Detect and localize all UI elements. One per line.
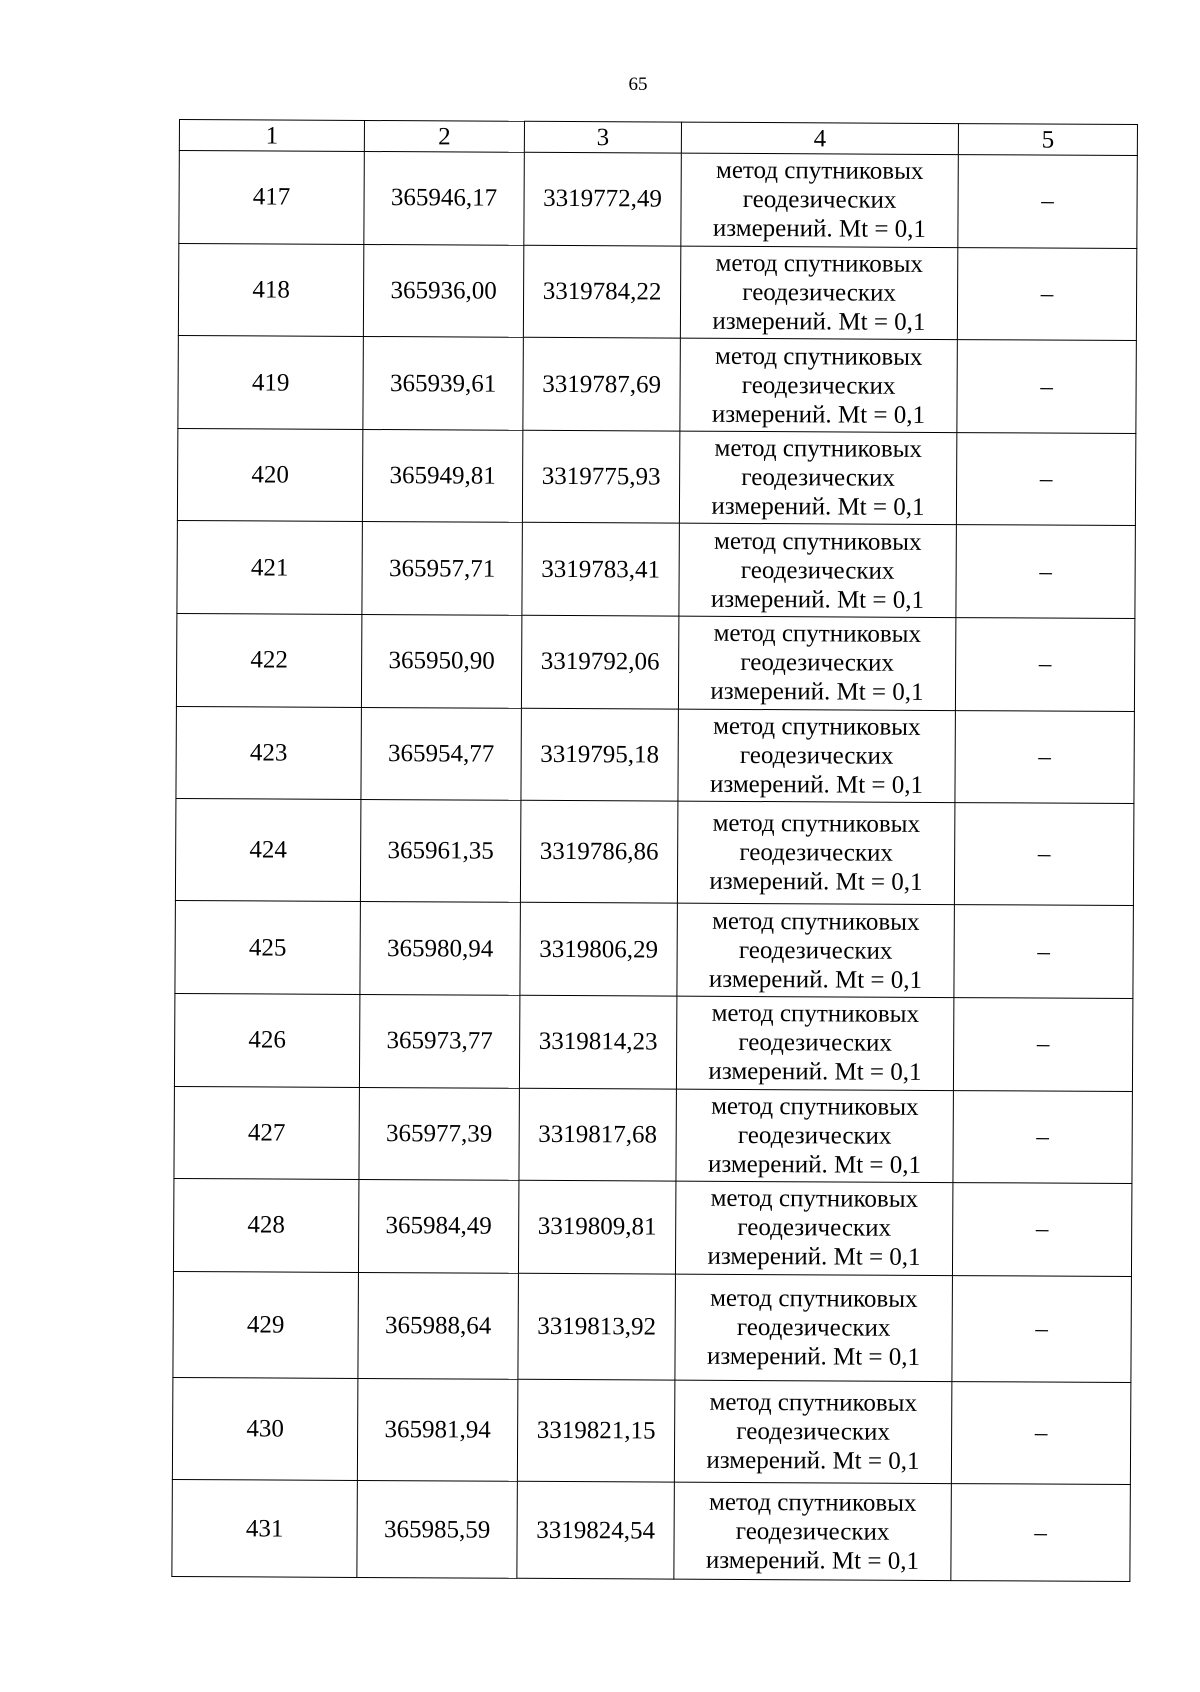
point-number-cell: 430 (172, 1378, 358, 1481)
point-number-cell: 424 (175, 799, 361, 902)
table-row (173, 1179, 1131, 1277)
note-cell: – (954, 803, 1134, 906)
method-cell: метод спутниковых геодезических измерений. Mt = 0,1 (675, 1274, 953, 1382)
column-header: 1 (179, 120, 364, 152)
column-header: 2 (364, 120, 524, 152)
method-cell: метод спутниковых геодезических измерений. Mt = 0,1 (676, 1089, 953, 1183)
x-coordinate-cell: 365985,59 (357, 1481, 518, 1579)
method-cell: метод спутниковых геодезических измерений. Mt = 0,1 (681, 153, 958, 247)
table-header (179, 120, 1137, 156)
note-cell: – (953, 998, 1132, 1092)
x-coordinate-cell: 365984,49 (358, 1180, 518, 1273)
x-coordinate-cell: 365946,17 (364, 151, 524, 244)
y-coordinate-cell: 3319809,81 (518, 1180, 675, 1273)
x-coordinate-cell: 365988,64 (358, 1272, 519, 1379)
method-cell: метод спутниковых геодезических измерений. Mt = 0,1 (677, 801, 955, 905)
note-cell: – (956, 432, 1135, 526)
note-cell: – (952, 1275, 1132, 1382)
note-cell: – (954, 905, 1133, 999)
x-coordinate-cell: 365939,61 (363, 337, 523, 430)
note-cell: – (953, 1090, 1132, 1184)
method-cell: метод спутниковых геодезических измерений. Mt = 0,1 (679, 431, 956, 525)
table-row (176, 706, 1134, 804)
x-coordinate-cell: 365980,94 (360, 902, 520, 995)
note-cell: – (957, 340, 1136, 434)
method-cell: метод спутниковых геодезических измерений. Mt = 0,1 (678, 709, 955, 803)
y-coordinate-cell: 3319792,06 (521, 615, 678, 708)
point-number-cell: 419 (178, 336, 363, 430)
point-number-cell: 421 (177, 521, 362, 615)
point-number-cell: 427 (174, 1086, 359, 1180)
table-row (179, 151, 1137, 249)
x-coordinate-cell: 365981,94 (357, 1379, 518, 1482)
table-row (175, 901, 1133, 999)
method-cell: метод спутниковых геодезических измерений. Mt = 0,1 (674, 1380, 952, 1484)
table-row (173, 1271, 1132, 1382)
point-number-cell: 423 (176, 706, 361, 800)
y-coordinate-cell: 3319813,92 (518, 1273, 676, 1380)
y-coordinate-cell: 3319787,69 (523, 338, 680, 431)
point-number-cell: 418 (178, 243, 363, 337)
x-coordinate-cell: 365973,77 (359, 994, 519, 1087)
y-coordinate-cell: 3319806,29 (520, 903, 677, 996)
note-cell: – (951, 1382, 1131, 1485)
header-row (179, 120, 1137, 156)
method-cell: метод спутниковых геодезических измерений. Mt = 0,1 (674, 1482, 952, 1580)
point-number-cell: 429 (173, 1271, 359, 1378)
table-row (172, 1378, 1131, 1485)
point-number-cell: 431 (172, 1480, 358, 1578)
note-cell: – (955, 710, 1134, 804)
y-coordinate-cell: 3319786,86 (520, 801, 678, 904)
x-coordinate-cell: 365950,90 (361, 615, 521, 708)
table-row (178, 243, 1136, 341)
method-cell: метод спутниковых геодезических измерений. Mt = 0,1 (679, 524, 956, 618)
note-cell: – (951, 1484, 1131, 1582)
point-number-cell: 417 (179, 151, 364, 245)
table-row (177, 521, 1135, 619)
y-coordinate-cell: 3319795,18 (521, 708, 678, 801)
y-coordinate-cell: 3319817,68 (519, 1088, 676, 1181)
point-number-cell: 426 (174, 993, 359, 1087)
note-cell: – (955, 618, 1134, 712)
note-cell: – (957, 247, 1136, 341)
table-row (178, 336, 1136, 434)
table-row (175, 799, 1134, 906)
y-coordinate-cell: 3319775,93 (522, 430, 679, 523)
method-cell: метод спутниковых геодезических измерений. Mt = 0,1 (676, 996, 953, 1090)
note-cell: – (956, 525, 1135, 619)
column-header: 3 (524, 121, 681, 153)
note-cell: – (958, 155, 1137, 249)
point-number-cell: 422 (176, 614, 361, 708)
coordinates-table (171, 119, 1138, 1582)
y-coordinate-cell: 3319821,15 (517, 1379, 675, 1482)
y-coordinate-cell: 3319814,23 (519, 995, 676, 1088)
method-cell: метод спутниковых геодезических измерений. Mt = 0,1 (675, 1181, 952, 1275)
table-row (177, 428, 1135, 526)
x-coordinate-cell: 365954,77 (361, 707, 521, 800)
point-number-cell: 420 (177, 428, 362, 522)
x-coordinate-cell: 365977,39 (359, 1087, 519, 1180)
x-coordinate-cell: 365961,35 (360, 800, 521, 903)
method-cell: метод спутниковых геодезических измерений. Mt = 0,1 (680, 246, 957, 340)
y-coordinate-cell: 3319824,54 (517, 1481, 675, 1579)
method-cell: метод спутниковых геодезических измерений. Mt = 0,1 (678, 616, 955, 710)
table-row (174, 993, 1132, 1091)
y-coordinate-cell: 3319784,22 (523, 245, 680, 338)
method-cell: метод спутниковых геодезических измерений. Mt = 0,1 (680, 338, 957, 432)
point-number-cell: 425 (175, 901, 360, 995)
table-row (174, 1086, 1132, 1184)
page-number: 65 (628, 74, 648, 95)
table-body (172, 151, 1137, 1582)
x-coordinate-cell: 365949,81 (362, 429, 522, 522)
column-header: 5 (958, 124, 1137, 156)
y-coordinate-cell: 3319772,49 (524, 152, 681, 245)
table-row (176, 614, 1134, 712)
note-cell: – (952, 1183, 1131, 1277)
table-row (172, 1480, 1130, 1582)
point-number-cell: 428 (173, 1179, 358, 1273)
x-coordinate-cell: 365957,71 (362, 522, 522, 615)
column-header: 4 (681, 122, 958, 154)
method-cell: метод спутниковых геодезических измерений. Mt = 0,1 (677, 903, 954, 997)
y-coordinate-cell: 3319783,41 (522, 523, 679, 616)
x-coordinate-cell: 365936,00 (363, 244, 523, 337)
